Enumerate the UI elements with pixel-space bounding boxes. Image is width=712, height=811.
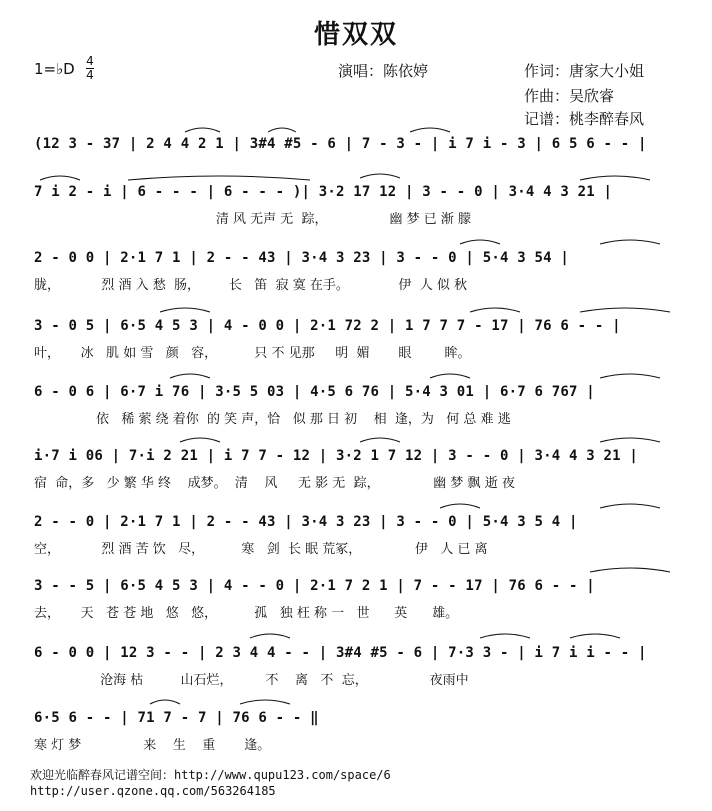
slur-mark [570,634,620,638]
slur-mark [268,128,296,132]
slur-mark [170,374,210,378]
notation-row: 2 - - 0 | 2·1 7 1 | 2 - - 43 | 3·4 3 23 | 3 - - 0 | 5·4 3 5 4 | [34,514,578,530]
transcriber-credit: 记谱：桃李醉春风 [524,110,645,128]
slur-mark [160,308,210,312]
song-title: 惜双双 [313,20,398,50]
lyric-row: 叶， 冰 肌 如 雪 颜 容， 只 不 见那 明 媚 眼 眸。 [34,346,471,361]
slur-mark [430,374,470,378]
notation-row: 6 - 0 6 | 6·7 i 76 | 3·5 5 03 | 4·5 6 76 | 5·4 3 01 | 6·7 6 767 | [34,384,595,400]
lyric-row: 去， 天 苍 苍 地 悠 悠， 孤 独 枉 称 一 世 英 雄。 [34,606,459,621]
slur-mark [410,128,450,132]
slur-mark [480,634,530,638]
time-signature-bottom: 4 [86,68,94,82]
lyric-row: 胧， 烈 酒 入 愁 肠， 长 笛 寂 寞 在手。 伊 人 似 秋 [34,278,467,293]
footer-link-space[interactable]: 欢迎光临醉春风记谱空间：http://www.qupu123.com/space/6 [30,768,391,782]
lyricist-credit: 作词：唐家大小姐 [524,62,645,80]
footer-link-qzone[interactable]: http://user.qzone.qq.com/563264185 [30,784,276,798]
singer-credit: 演唱：陈依婷 [338,62,429,80]
lyric-row: 宿 命，多 少 繁 华 终 成梦。 清 风 无 影 无 踪， 幽 梦 飘 逝 夜 [34,476,515,491]
slur-mark [470,308,520,312]
lyric-row: 清 风 无声 无 踪， 幽 梦 已 渐 朦 [34,212,471,227]
key-signature: 1=♭D [34,60,75,78]
time-signature-top: 4 [86,54,94,68]
slur-mark [150,700,180,704]
slur-mark [250,634,290,638]
slur-mark [128,176,310,180]
slur-mark [180,438,220,442]
slur-mark [40,176,80,180]
notation-row: 6 - 0 0 | 12 3 - - | 2 3 4 4 - - | 3#4 #5 - 6 | 7·3 3 - | i 7 i i - - | [34,645,647,661]
slur-mark [440,504,480,508]
slur-mark [600,438,660,442]
slur-mark [360,438,400,442]
lyric-row: 沧海 枯 山石烂， 不 离 不 忘， 夜雨中 [34,673,469,688]
slur-mark [360,174,400,178]
notation-row: 6·5 6 - - | 71 7 - 7 | 76 6 - - ‖ [34,710,319,726]
slur-mark [580,308,670,312]
slur-mark [600,240,660,244]
slur-mark [185,128,220,132]
lyric-row: 寒 灯 梦 来 生 重 逢。 [34,738,271,753]
slur-mark [460,240,500,244]
composer-credit: 作曲：吴欣睿 [524,87,615,105]
notation-row: 2 - 0 0 | 2·1 7 1 | 2 - - 43 | 3·4 3 23 | 3 - - 0 | 5·4 3 54 | [34,250,569,266]
notation-row: 3 - 0 5 | 6·5 4 5 3 | 4 - 0 0 | 2·1 72 2 | 1 7 7 7 - 17 | 76 6 - - | [34,318,621,334]
notation-row: (12 3 - 37 | 2 4 4 2 1 | 3#4 #5 - 6 | 7 - 3 - | i 7 i - 3 | 6 5 6 - - | [34,136,647,152]
notation-row: 3 - - 5 | 6·5 4 5 3 | 4 - - 0 | 2·1 7 2 1 | 7 - - 17 | 76 6 - - | [34,578,595,594]
notation-row: 7 i 2 - i | 6 - - - | 6 - - - )| 3·2 17 12 | 3 - - 0 | 3·4 4 3 21 | [34,184,613,200]
slur-mark [600,504,660,508]
lyric-row: 空， 烈 酒 苦 饮 尽， 寒 剑 长 眠 荒冢， 伊 人 已 离 [34,542,488,557]
slur-mark [240,700,290,704]
slur-mark [600,374,660,378]
notation-row: i·7 i 06 | 7·i 2 21 | i 7 7 - 12 | 3·2 1 7 12 | 3 - - 0 | 3·4 4 3 21 | [34,448,639,464]
slur-mark [590,568,670,572]
lyric-row: 依 稀 萦 绕 着你 的 笑 声，恰 似 那 日 初 相 逢，为 何 总 难 逃 [34,412,511,427]
slur-mark [580,176,650,180]
